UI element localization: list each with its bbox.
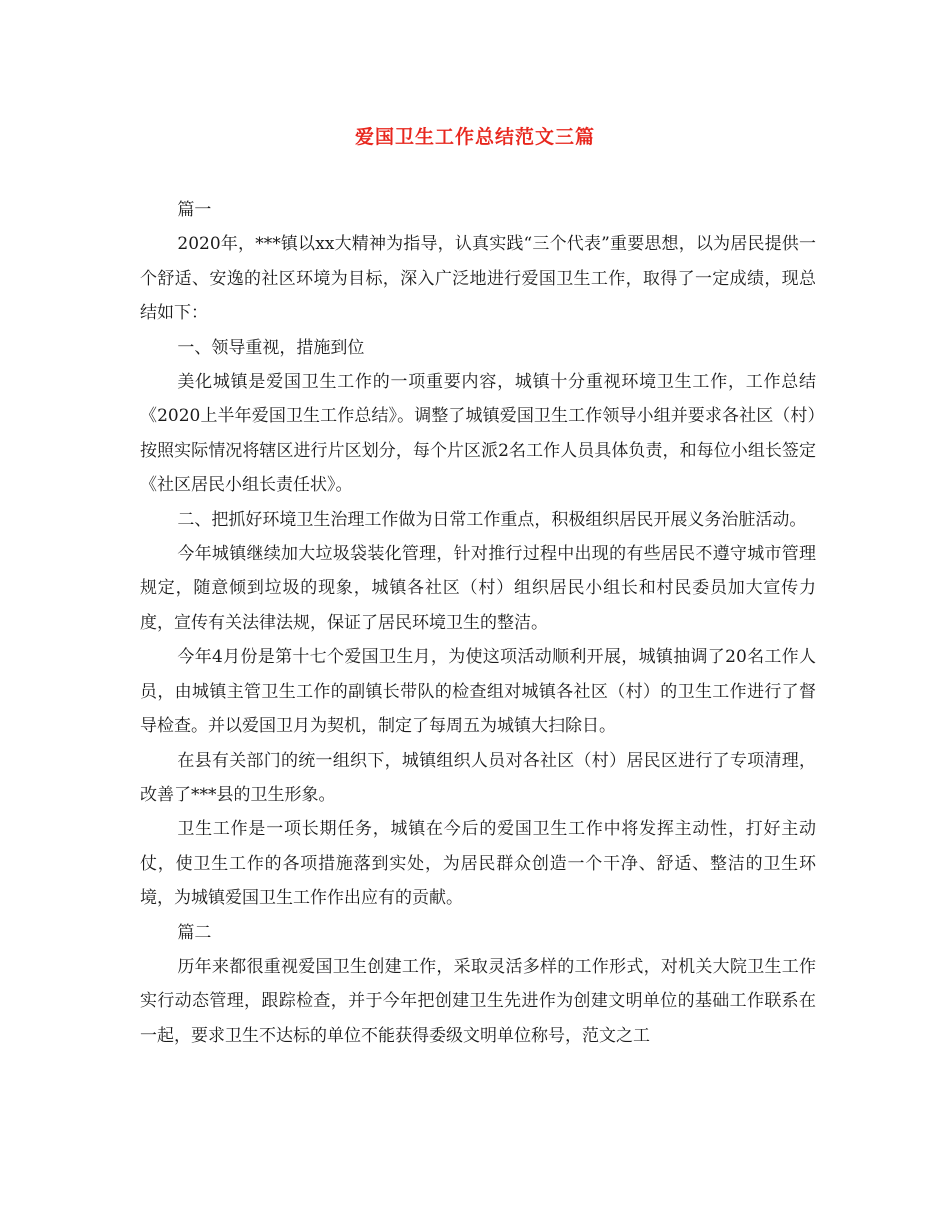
- section-heading: 篇一: [177, 200, 212, 220]
- section-heading: 篇二: [177, 922, 212, 943]
- document-title: 爱国卫生工作总结范文三篇: [354, 126, 595, 148]
- subheading: 一、领导重视，措施到位: [177, 337, 365, 358]
- paragraph: 在县有关部门的统一组织下，城镇组织人员对各社区（村）居民区进行了专项清理，改善了***县的卫生形象。: [140, 750, 816, 805]
- paragraph: 今年城镇继续加大垃圾袋装化管理，针对推行过程中出现的有些居民不遵守城市管理规定，随意倾到垃圾的现象，城镇各社区（村）组织居民小组长和村民委员加大宣传力度，宣传有关法律法规，保证了居民环境卫生的整洁。: [140, 544, 816, 633]
- paragraph: 历年来都很重视爱国卫生创建工作，采取灵活多样的工作形式，对机关大院卫生工作实行动态管理，跟踪检查，并于今年把创建卫生先进作为创建文明单位的基础工作联系在一起，要求卫生不达标的单位不能获得委级文明单位称号，范文之工: [140, 956, 816, 1046]
- document-body: [140, 193, 816, 1053]
- paragraph: 美化城镇是爱国卫生工作的一项重要内容，城镇十分重视环境卫生工作，工作总结《2020上半年爱国卫生工作总结》。调整了城镇爱国卫生工作领导小组并要求各社区（村）按照实际情况将辖区进行片区划分，每个片区派2名工作人员具体负责，和每位小组长签定《社区居民小组长责任状》。: [140, 372, 816, 496]
- paragraph: 2020年，***镇以xx大精神为指导，认真实践“三个代表”重要思想，以为居民提供一个舒适、安逸的社区环境为目标，深入广泛地进行爱国卫生工作，取得了一定成绩，现总结如下：: [140, 234, 816, 324]
- paragraph: 卫生工作是一项长期任务，城镇在今后的爱国卫生工作中将发挥主动性，打好主动仗，使卫生工作的各项措施落到实处，为居民群众创造一个干净、舒适、整洁的卫生环境，为城镇爱国卫生工作作出应有的贡献。: [140, 819, 816, 909]
- subheading: 二、把抓好环境卫生治理工作做为日常工作重点，积极组织居民开展义务治脏活动。: [177, 509, 807, 530]
- paragraph: 今年4月份是第十七个爱国卫生月，为使这项活动顺利开展，城镇抽调了20名工作人员，由城镇主管卫生工作的副镇长带队的检查组对城镇各社区（村）的卫生工作进行了督导检查。并以爱国卫月为契机，制定了每周五为城镇大扫除日。: [140, 647, 816, 737]
